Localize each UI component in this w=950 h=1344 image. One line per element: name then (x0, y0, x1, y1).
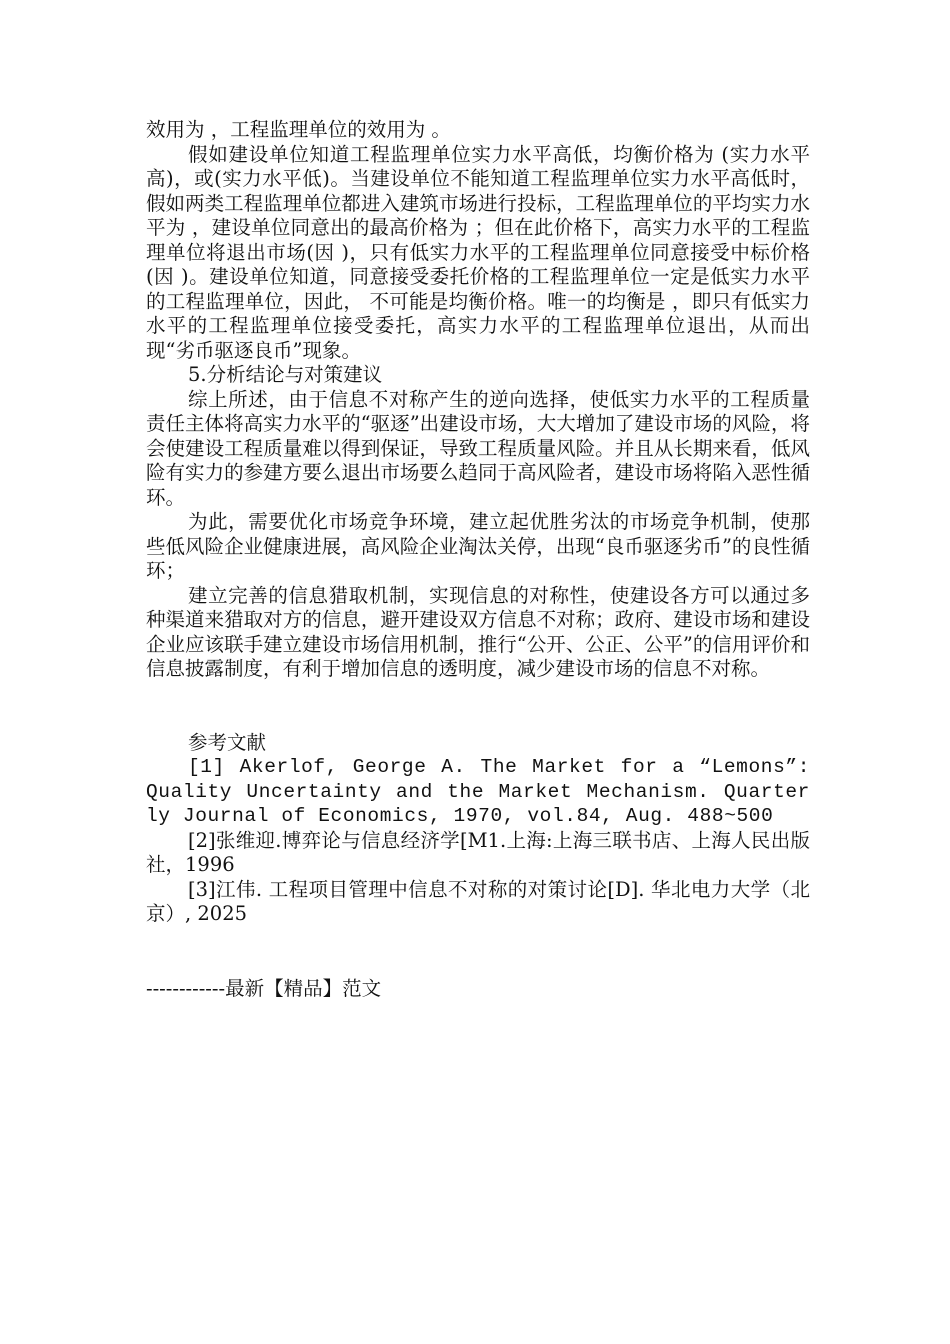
paragraph-summary: 综上所述，由于信息不对称产生的逆向选择，使低实力水平的工程质量责任主体将高实力水平的“驱逐”出建设市场，大大增加了建设市场的风险，将会使建设工程质量难以得到保证，导致工程质量风险。并且从长期来看，低风险有实力的参建方要么退出市场要么趋同于高风险者，建设市场将陷入恶性循环。 (146, 387, 810, 509)
paragraph-utility: 效用为 ，工程监理单位的效用为 。 (146, 118, 451, 141)
reference-item: [1] Akerlof, George A. The Market for a “Lemons”: Quality Uncertainty and the Market Mechanism. Quarterly Journal of Economics, 1970, vol.84, Aug. 488~500 (146, 756, 810, 827)
reference-item: [2]张维迎.博弈论与信息经济学[M1.上海:上海三联书店、上海人民出版社，1996 (146, 828, 810, 876)
footer-text: ------------最新【精品】范文 (146, 976, 382, 1000)
paragraph-equilibrium: 假如建设单位知道工程监理单位实力水平高低，均衡价格为 (实力水平高)，或(实力水平低)。当建设单位不能知道工程监理单位实力水平高低时，假如两类工程监理单位都进入建筑市场进行投标，工程监理单位的平均实力水平为 ，建设单位同意出的最高价格为 ；但在此价格下，高实力水平的工程监理单位将退出市场(因 )，只有低实力水平的工程监理单位同意接受中标价格(因 )。建设单位知道，同意接受委托价格的工程监理单位一定是低实力水平的工程监理单位，因此， 不可能是均衡价格。唯一的均衡是 ，即只有低实力水平的工程监理单位接受委托，高实力水平的工程监理单位退出，从而出现“劣币驱逐良币”现象。 (146, 142, 810, 362)
paragraph-competition: 为此，需要优化市场竞争环境，建立起优胜劣汰的市场竞争机制，使那些低风险企业健康进展，高风险企业淘汰关停，出现“良币驱逐劣币”的良性循环； (146, 510, 810, 582)
document-page (146, 118, 810, 1001)
section-heading: 5.分析结论与对策建议 (188, 363, 383, 386)
section-gap (146, 682, 810, 731)
references-heading: 参考文献 (188, 730, 267, 754)
reference-item: [3]江伟. 工程项目管理中信息不对称的对策讨论[D]. 华北电力大学（北京）, 2025 (146, 877, 810, 925)
paragraph-information: 建立完善的信息猎取机制，实现信息的对称性，使建设各方可以通过多种渠道来猎取对方的信息，避开建设双方信息不对称；政府、建设市场和建设企业应该联手建立建设市场信用机制，推行“公开、公正、公平”的信用评价和信息披露制度，有利于增加信息的透明度，减少建设市场的信息不对称。 (146, 583, 810, 680)
